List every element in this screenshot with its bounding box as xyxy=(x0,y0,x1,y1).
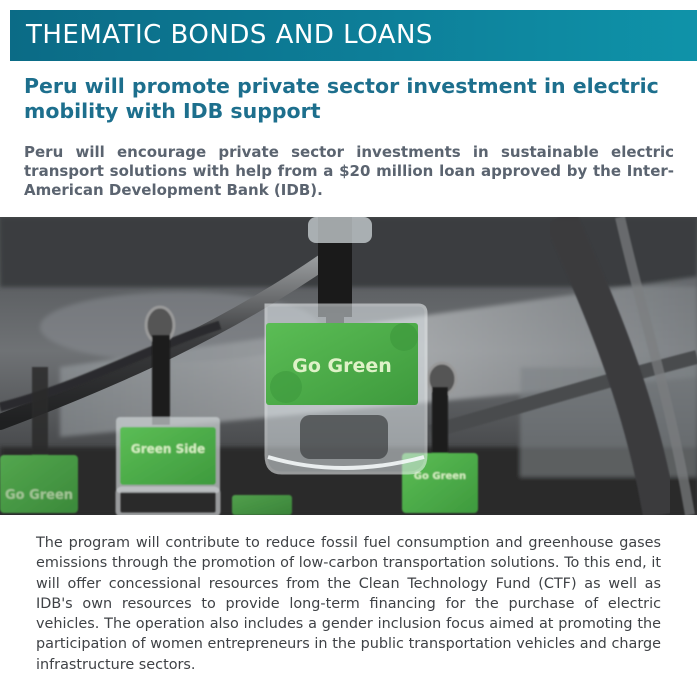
bus-handles-illustration xyxy=(0,217,697,515)
side-tag-label: Green Side xyxy=(130,442,206,456)
bus-handles-photo xyxy=(0,217,697,515)
far-left-tag-label: Go Green xyxy=(4,488,74,503)
section-banner-title: THEMATIC BONDS AND LOANS xyxy=(26,20,433,50)
section-banner xyxy=(10,10,697,61)
article-lede: Peru will encourage private sector investments in sustainable electric transport solutions with help from a $20 million loan approved by the Inter-American Development Bank (IDB). xyxy=(24,143,674,199)
right-tag-label: Go Green xyxy=(413,471,467,482)
article-headline: Peru will promote private sector investment in electric mobility with IDB support xyxy=(24,74,659,123)
main-tag-label: Go Green xyxy=(292,355,392,377)
article-body: The program will contribute to reduce fossil fuel consumption and greenhouse gases emissions through the promotion of low-carbon transportation solutions. To this end, it will offer concessional resources from the Clean Technology Fund (CTF) as well as IDB's own resources to provide long-term financing for the purchase of electric vehicles. The operation also includes a gender inclusion focus aimed at promoting the participation of women entrepreneurs in the public transportation vehicles and charge infrastructure sectors. xyxy=(36,535,661,673)
